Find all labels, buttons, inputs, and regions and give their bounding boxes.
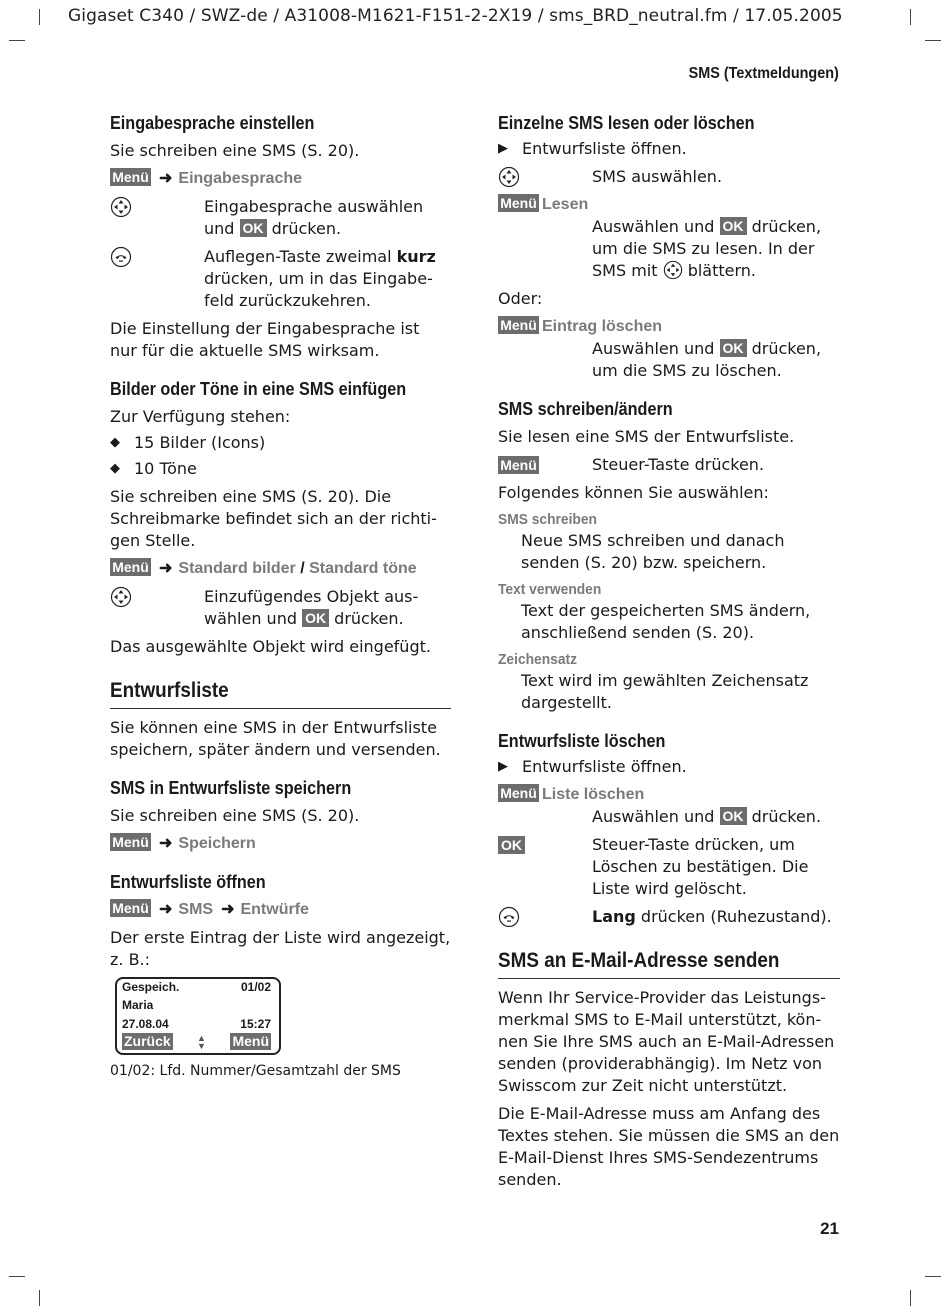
menu-key: Menü xyxy=(498,194,539,212)
display-counter: 01/02 xyxy=(240,980,271,994)
instruction-text: Auswählen und OK drücken, um die SMS zu löschen. xyxy=(592,339,822,380)
menu-item-label: SMS xyxy=(178,901,214,918)
ok-key: OK xyxy=(240,219,267,237)
menu-item-label: Standard bilder xyxy=(178,560,296,577)
display-line: Gespeich. xyxy=(122,980,180,994)
up-down-arrows-icon: ▲ ▼ xyxy=(197,1033,206,1051)
menu-sequence xyxy=(110,168,451,190)
section-title: SMS schreiben/ändern xyxy=(498,399,673,419)
menu-key: Menü xyxy=(110,833,151,851)
title-rule xyxy=(110,708,451,709)
display-time: 15:27 xyxy=(240,1017,271,1031)
instruction-text: Auswählen und OK drücken. xyxy=(592,807,822,826)
navigation-key-icon xyxy=(498,166,592,188)
handset-display xyxy=(115,977,281,1055)
menu-sequence xyxy=(110,899,451,921)
menu-sequence xyxy=(110,833,451,855)
paragraph: Wenn Ihr Service-Provider das Leistungs-merkmal SMS to E-Mail unterstützt, kön-nen Sie Ihre SMS auch an E-Mail-Adressen senden (providerabhängig). Im Netz von Swisscom zur Zeit nicht unterstützt. xyxy=(498,988,835,1095)
navigation-key-icon xyxy=(110,196,204,218)
instruction-text: drücken, um in das Eingabe-feld zurückzukehren. xyxy=(204,269,433,310)
emphasis: kurz xyxy=(396,247,436,266)
instruction-text: Auswählen und OK drücken, um die SMS zu lesen. In der SMS mit blättern. xyxy=(592,217,822,280)
menu-sequence xyxy=(498,194,840,216)
paragraph: Die E-Mail-Adresse muss am Anfang des Textes stehen. Sie müssen die SMS an den E-Mail-Dienst Ihres SMS-Sendezentrums senden. xyxy=(498,1104,840,1189)
ok-key: OK xyxy=(498,836,525,854)
instruction-row xyxy=(498,166,840,188)
paragraph: Oder: xyxy=(498,289,543,308)
display-date: 27.08.04 xyxy=(122,1017,169,1031)
menu-item-label: Speichern xyxy=(178,835,256,852)
paragraph: Sie lesen eine SMS der Entwurfsliste. xyxy=(498,427,795,446)
menu-item-label: Eingabesprache xyxy=(178,170,303,187)
crop-mark xyxy=(910,1290,911,1306)
instruction-row xyxy=(498,834,840,900)
list-item: ◆ 15 Bilder (Icons) xyxy=(110,433,266,452)
crop-mark xyxy=(910,9,911,25)
arrow-right-icon: ➜ xyxy=(159,835,173,852)
paragraph: Sie schreiben eine SMS (S. 20). xyxy=(110,141,360,160)
arrow-right-icon: ➜ xyxy=(159,901,173,918)
option-name: Text verwenden xyxy=(498,581,602,598)
menu-sequence: Menü ➜ Standard bilder / Standard töne xyxy=(110,558,451,580)
crop-mark xyxy=(9,1276,25,1277)
navigation-key-icon xyxy=(663,260,683,280)
crop-mark xyxy=(39,1290,40,1306)
diamond-bullet-icon: ◆ xyxy=(110,461,120,476)
instruction-row xyxy=(110,196,451,240)
menu-key: Menü xyxy=(110,168,151,186)
ok-key: OK xyxy=(720,217,747,235)
triangle-bullet-icon: ▶ xyxy=(498,141,508,156)
menu-item-label: Lesen xyxy=(542,196,589,213)
instruction-text: Einzufügendes Objekt aus-wählen und xyxy=(204,587,419,628)
menu-item-label: Standard töne xyxy=(309,560,417,577)
chapter-title: Entwurfsliste xyxy=(110,679,229,702)
list-item: ◆ 10 Töne xyxy=(110,459,197,478)
instruction-text: Steuer-Taste drücken. xyxy=(592,455,765,474)
section-title: SMS in Entwurfsliste speichern xyxy=(110,778,352,798)
option-name: SMS schreiben xyxy=(498,511,597,528)
paragraph: Sie können eine SMS in der Entwurfsliste speichern, später ändern und versenden. xyxy=(110,718,441,759)
menu-item-label: Eintrag löschen xyxy=(542,318,663,335)
step-item: ▶ Entwurfsliste öffnen. xyxy=(498,757,687,776)
option-text: Text der gespeicherten SMS ändern, anschließend senden (S. 20). xyxy=(521,601,811,642)
menu-key: Menü xyxy=(498,316,539,334)
instruction-text: Eingabesprache auswählen und xyxy=(204,197,424,238)
menu-key: Menü xyxy=(110,899,151,917)
arrow-right-icon: ➜ xyxy=(159,560,173,577)
instruction-text: drücken. xyxy=(329,609,404,628)
crop-mark xyxy=(925,40,941,41)
menu-sequence xyxy=(498,316,840,338)
instruction-text: SMS auswählen. xyxy=(592,167,723,186)
instruction-text: Auflegen-Taste zweimal xyxy=(204,247,397,266)
section-title: Entwurfsliste löschen xyxy=(498,731,666,751)
menu-key: Menü xyxy=(498,456,539,474)
option-text: Text wird im gewählten Zeichensatz dargestellt. xyxy=(521,671,809,712)
right-column xyxy=(498,112,840,1191)
crop-mark xyxy=(9,40,25,41)
option-name: Zeichensatz xyxy=(498,651,578,668)
crop-mark xyxy=(925,1276,941,1277)
paragraph: Sie schreiben eine SMS (S. 20). xyxy=(110,806,360,825)
end-call-key-icon xyxy=(110,246,204,268)
instruction-text: drücken. xyxy=(266,219,342,238)
instruction-row xyxy=(498,906,840,928)
option-text: Neue SMS schreiben und danach senden (S. 20) bzw. speichern. xyxy=(521,531,785,572)
ok-key: OK xyxy=(302,609,329,627)
left-column xyxy=(110,112,451,1081)
arrow-right-icon: ➜ xyxy=(221,901,235,918)
display-line: Maria xyxy=(122,998,154,1012)
instruction-text: drücken (Ruhezustand). xyxy=(635,907,832,926)
instruction-row xyxy=(110,586,451,630)
instruction-text: Steuer-Taste drücken, um Löschen zu bestätigen. Die Liste wird gelöscht. xyxy=(592,835,809,898)
section-title: Bilder oder Töne in eine SMS einfügen xyxy=(110,379,407,399)
menu-key: Menü xyxy=(110,558,151,576)
end-call-key-icon xyxy=(498,906,592,928)
paragraph: Zur Verfügung stehen: xyxy=(110,407,291,426)
section-title: Eingabesprache einstellen xyxy=(110,113,315,133)
display-caption: 01/02: Lfd. Nummer/Gesamtzahl der SMS xyxy=(110,1063,401,1079)
title-rule xyxy=(498,978,840,979)
chapter-title: SMS an E-Mail-Adresse senden xyxy=(498,949,780,972)
document-header: Gigaset C340 / SWZ-de / A31008-M1621-F151-2-2X19 / sms_BRD_neutral.fm / 17.05.2005 xyxy=(68,6,843,26)
page-number: 21 xyxy=(820,1219,839,1238)
navigation-key-icon xyxy=(110,586,204,608)
menu-item-label: Entwürfe xyxy=(240,901,309,918)
step-item: ▶ Entwurfsliste öffnen. xyxy=(498,139,687,158)
paragraph: Die Einstellung der Eingabesprache ist nur für die aktuelle SMS wirksam. xyxy=(110,319,420,360)
menu-sequence xyxy=(498,784,840,806)
diamond-bullet-icon: ◆ xyxy=(110,435,120,450)
section-title: Entwurfsliste öffnen xyxy=(110,872,266,892)
ok-key: OK xyxy=(720,807,747,825)
section-title: Einzelne SMS lesen oder löschen xyxy=(498,113,755,133)
softkey-back: Zurück xyxy=(124,1033,171,1049)
menu-key: Menü xyxy=(498,784,539,802)
instruction-row xyxy=(498,454,840,476)
paragraph: Das ausgewählte Objekt wird eingefügt. xyxy=(110,637,431,656)
triangle-bullet-icon: ▶ xyxy=(498,759,508,774)
emphasis: Lang xyxy=(592,907,636,926)
paragraph: Folgendes können Sie auswählen: xyxy=(498,483,769,502)
running-head: SMS (Textmeldungen) xyxy=(688,65,839,82)
crop-mark xyxy=(39,9,40,25)
menu-item-label: Liste löschen xyxy=(542,786,645,803)
paragraph: Der erste Eintrag der Liste wird angezeigt, z. B.: xyxy=(110,928,451,969)
arrow-right-icon: ➜ xyxy=(159,170,173,187)
ok-key: OK xyxy=(720,339,747,357)
softkey-menu: Menü xyxy=(232,1033,269,1049)
paragraph: Sie schreiben eine SMS (S. 20). Die Schreibmarke befindet sich an der richti-gen Stelle. xyxy=(110,487,437,550)
instruction-row xyxy=(110,246,451,312)
